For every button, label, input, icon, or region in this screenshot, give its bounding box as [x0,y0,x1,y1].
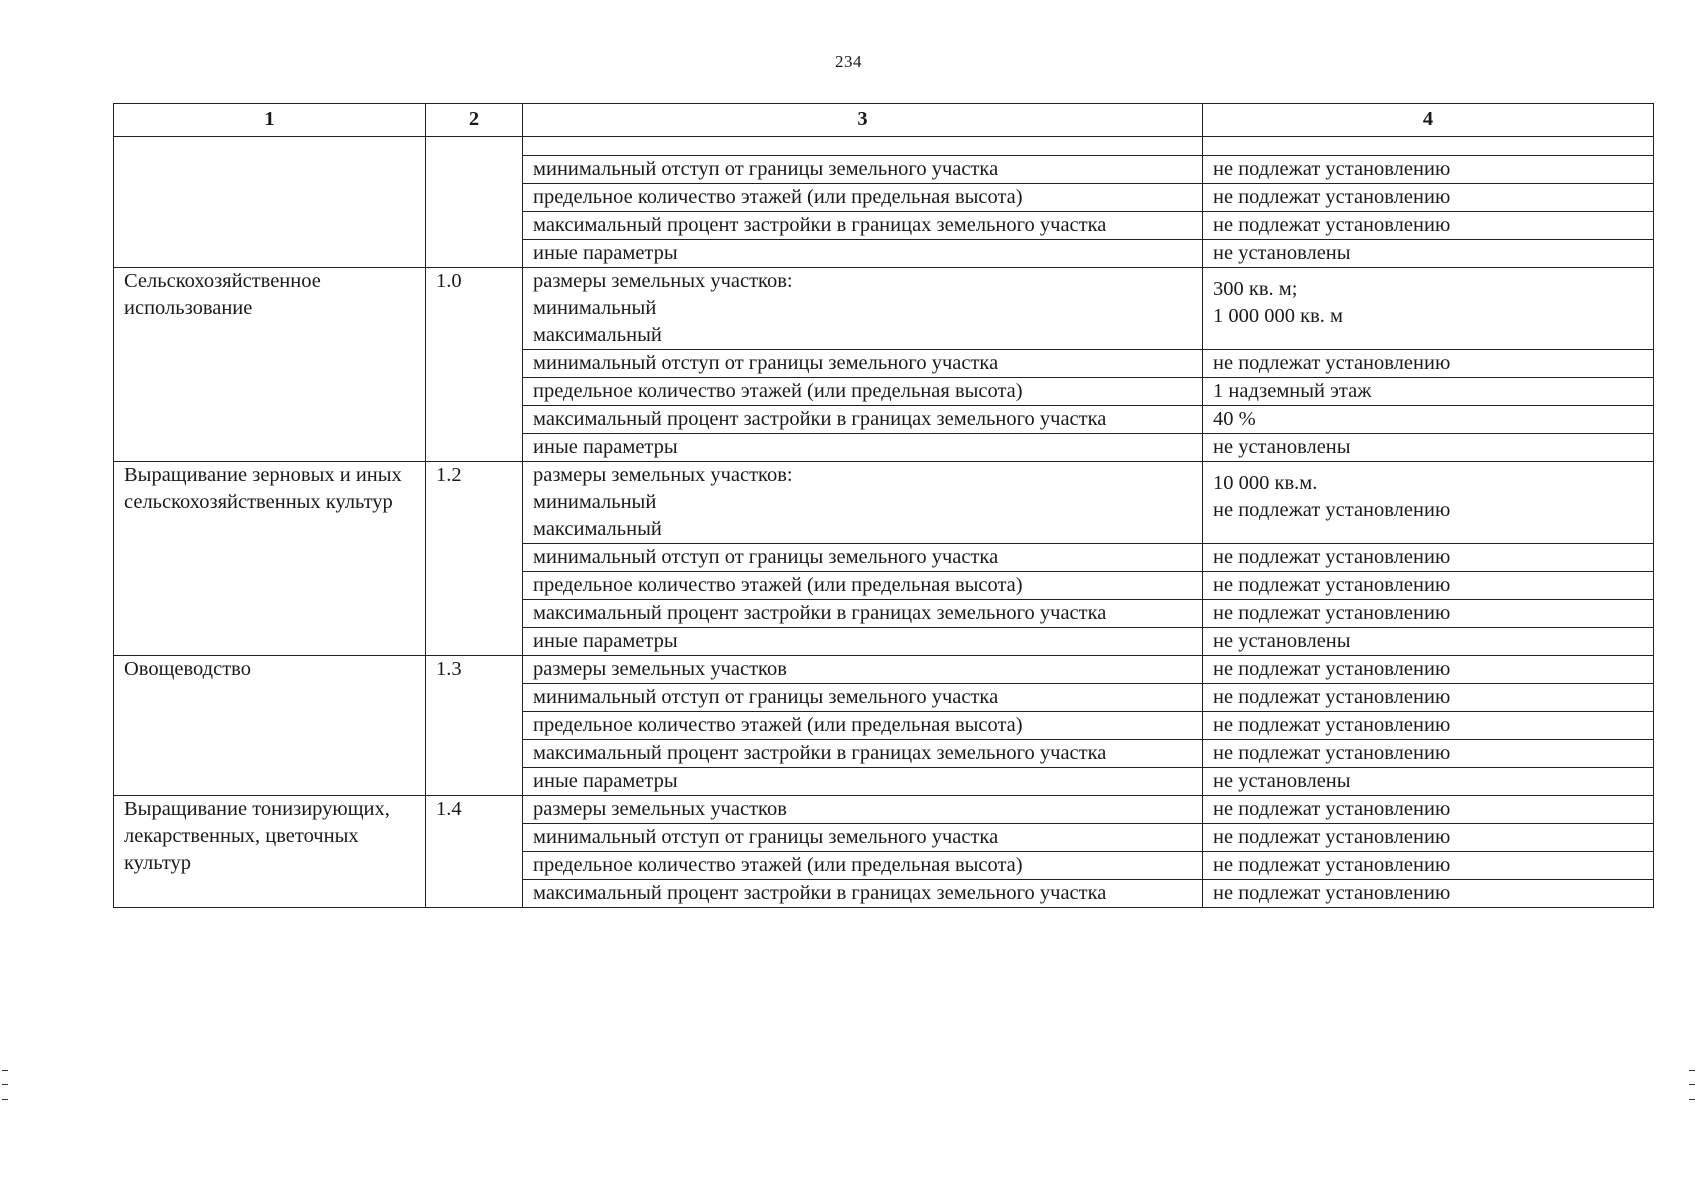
column-header: 1 [114,104,426,137]
table-row [114,137,1654,156]
value-cell [1203,268,1654,350]
parameter-cell: максимальный процент застройки в границах земельного участка [523,406,1203,434]
code-cell: 1.3 [426,656,523,796]
land-use-parameters-table [113,103,1654,908]
scan-edge-mark [2,1070,8,1100]
value-cell: не подлежат установлению [1203,184,1654,212]
category-name-cell: Выращивание тонизирующих, лекарственных, цветочных культур [114,796,426,908]
category-name-cell: Выращивание зерновых и иных сельскохозяйственных культур [114,462,426,656]
parameter-cell: иные параметры [523,434,1203,462]
parameter-line: максимальный [533,324,662,346]
value-cell: 1 надземный этаж [1203,378,1654,406]
parameter-cell: минимальный отступ от границы земельного участка [523,156,1203,184]
value-line: 10 000 кв.м. [1213,472,1318,494]
value-cell: не подлежат установлению [1203,600,1654,628]
value-line: 1 000 000 кв. м [1213,305,1343,327]
value-cell: не подлежат установлению [1203,544,1654,572]
parameter-line: размеры земельных участков: [533,464,793,486]
parameter-cell: максимальный процент застройки в границах земельного участка [523,600,1203,628]
code-cell: 1.0 [426,268,523,462]
parameter-cell: предельное количество этажей (или предельная высота) [523,184,1203,212]
parameter-cell: иные параметры [523,768,1203,796]
scan-edge-mark [1689,1070,1695,1100]
value-cell: не подлежат установлению [1203,156,1654,184]
value-spacer [1213,268,1643,276]
column-header: 2 [426,104,523,137]
value-cell: не подлежат установлению [1203,656,1654,684]
value-cell: не подлежат установлению [1203,350,1654,378]
value-cell: не подлежат установлению [1203,740,1654,768]
table-row [114,268,1654,350]
code-cell: 1.2 [426,462,523,656]
value-spacer [1213,462,1643,470]
parameter-line: размеры земельных участков: [533,270,793,292]
parameter-cell: предельное количество этажей (или предельная высота) [523,378,1203,406]
parameter-cell: максимальный процент застройки в границах земельного участка [523,212,1203,240]
parameter-cell: минимальный отступ от границы земельного участка [523,684,1203,712]
value-cell: не подлежат установлению [1203,572,1654,600]
table-body [114,137,1654,908]
parameter-cell: предельное количество этажей (или предельная высота) [523,852,1203,880]
value-cell: 40 % [1203,406,1654,434]
value-cell: не установлены [1203,434,1654,462]
parameter-cell: размеры земельных участков [523,796,1203,824]
value-cell: не подлежат установлению [1203,852,1654,880]
parameter-line: минимальный [533,491,657,513]
parameter-line: минимальный [533,297,657,319]
column-header: 4 [1203,104,1654,137]
category-name-cell [114,137,426,268]
table-header-row [114,104,1654,137]
parameter-cell [523,137,1203,156]
parameter-cell: минимальный отступ от границы земельного участка [523,350,1203,378]
value-cell [1203,462,1654,544]
table-row [114,462,1654,544]
category-name-cell: Овощеводство [114,656,426,796]
column-header: 3 [523,104,1203,137]
parameter-cell: иные параметры [523,628,1203,656]
code-cell [426,137,523,268]
value-cell: не подлежат установлению [1203,212,1654,240]
parameter-cell: размеры земельных участков [523,656,1203,684]
parameter-line: максимальный [533,518,662,540]
value-cell: не подлежат установлению [1203,712,1654,740]
value-line: 300 кв. м; [1213,278,1298,300]
table-row [114,796,1654,824]
parameter-cell [523,462,1203,544]
parameter-cell: максимальный процент застройки в границах земельного участка [523,880,1203,908]
category-name-cell: Сельскохозяйственное использование [114,268,426,462]
value-cell [1203,137,1654,156]
table-row [114,656,1654,684]
value-cell: не установлены [1203,628,1654,656]
parameter-cell: иные параметры [523,240,1203,268]
code-cell: 1.4 [426,796,523,908]
parameter-cell: предельное количество этажей (или предельная высота) [523,712,1203,740]
page-number: 234 [835,52,862,71]
parameter-cell: минимальный отступ от границы земельного участка [523,544,1203,572]
value-cell: не подлежат установлению [1203,824,1654,852]
parameter-cell [523,268,1203,350]
value-cell: не подлежат установлению [1203,796,1654,824]
parameter-cell: минимальный отступ от границы земельного участка [523,824,1203,852]
value-cell: не подлежат установлению [1203,684,1654,712]
value-cell: не подлежат установлению [1203,880,1654,908]
parameter-cell: предельное количество этажей (или предельная высота) [523,572,1203,600]
parameter-cell: максимальный процент застройки в границах земельного участка [523,740,1203,768]
value-cell: не установлены [1203,768,1654,796]
value-line: не подлежат установлению [1213,499,1451,521]
value-cell: не установлены [1203,240,1654,268]
